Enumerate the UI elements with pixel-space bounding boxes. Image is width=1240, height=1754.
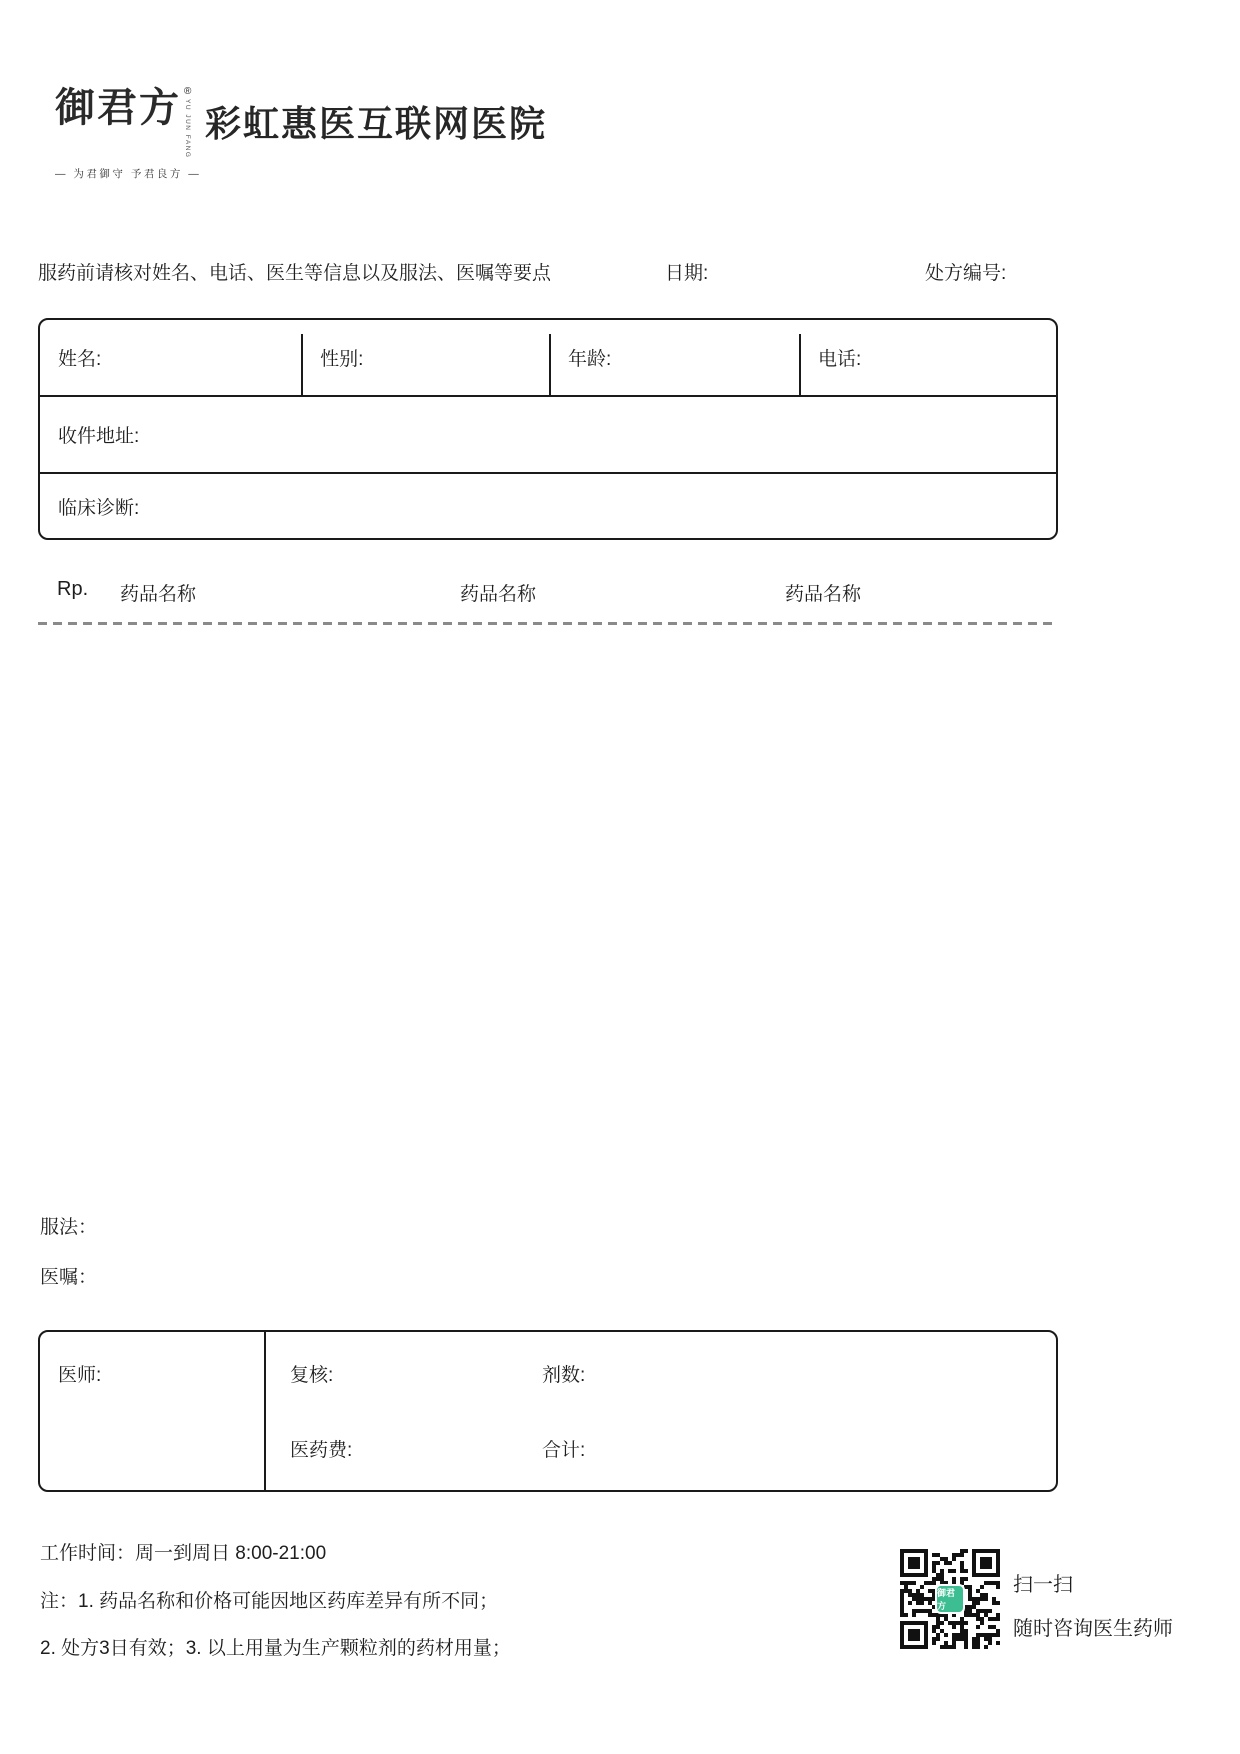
physician-field: 医师: [40, 1332, 266, 1490]
qr-center-logo: 御君方 [935, 1584, 965, 1614]
patient-info-box [38, 318, 1058, 540]
dashed-separator [38, 622, 1058, 625]
usage-method-label: 服法： [40, 1217, 98, 1238]
drug-name-column-header: 药品名称 [460, 584, 537, 605]
prescription-number-label: 处方编号: [925, 263, 1007, 284]
hospital-title: 彩虹惠医互联网医院 [205, 103, 548, 144]
patient-gender-field: 性别: [302, 320, 550, 395]
work-hours-note: 工作时间：周一到周日 8:00-21:00 [40, 1543, 327, 1564]
medicine-fee-field: 医药费: [290, 1440, 353, 1461]
patient-phone-field: 电话: [800, 320, 1056, 395]
brand-tagline: — 为君御守 予君良方 — [55, 168, 202, 181]
doctor-advice-label: 医嘱： [40, 1267, 98, 1288]
review-dose-row [290, 1360, 1056, 1387]
patient-age-field: 年龄: [550, 320, 800, 395]
fee-total-row [290, 1435, 1056, 1462]
review-field: 复核: [290, 1365, 334, 1386]
patient-name-field: 姓名: [58, 349, 102, 370]
shipping-address-field: 收件地址: [40, 397, 1056, 474]
registered-trademark-icon: ® [184, 86, 192, 97]
rp-label: Rp. [57, 578, 89, 600]
total-field: 合计: [542, 1440, 586, 1461]
qr-scan-title: 扫一扫 [1013, 1574, 1073, 1596]
footnote-line-2: 2. 处方3日有效；3. 以上用量为生产颗粒剂的药材用量； [40, 1638, 511, 1659]
drug-name-column-header: 药品名称 [120, 584, 197, 605]
brand-logo-text: 御君方 [55, 84, 181, 131]
clinical-diagnosis-field: 临床诊断: [58, 497, 140, 519]
brand-logo [55, 86, 201, 181]
footnote-line-1: 注：1. 药品名称和价格可能因地区药库差异有所不同； [40, 1591, 499, 1612]
date-label: 日期: [665, 263, 709, 284]
patient-identity-row [40, 320, 1056, 397]
verification-notice: 服药前请核对姓名、电话、医生等信息以及服法、医嘱等要点 [38, 263, 552, 284]
signature-summary-box [38, 1330, 1058, 1492]
drug-name-column-header: 药品名称 [785, 584, 862, 605]
brand-logo-pinyin: YU JUN FANG [184, 99, 192, 159]
dose-count-field: 剂数: [542, 1365, 586, 1386]
qr-scan-subtitle: 随时咨询医生药师 [1013, 1618, 1173, 1640]
qr-code [900, 1549, 1000, 1649]
